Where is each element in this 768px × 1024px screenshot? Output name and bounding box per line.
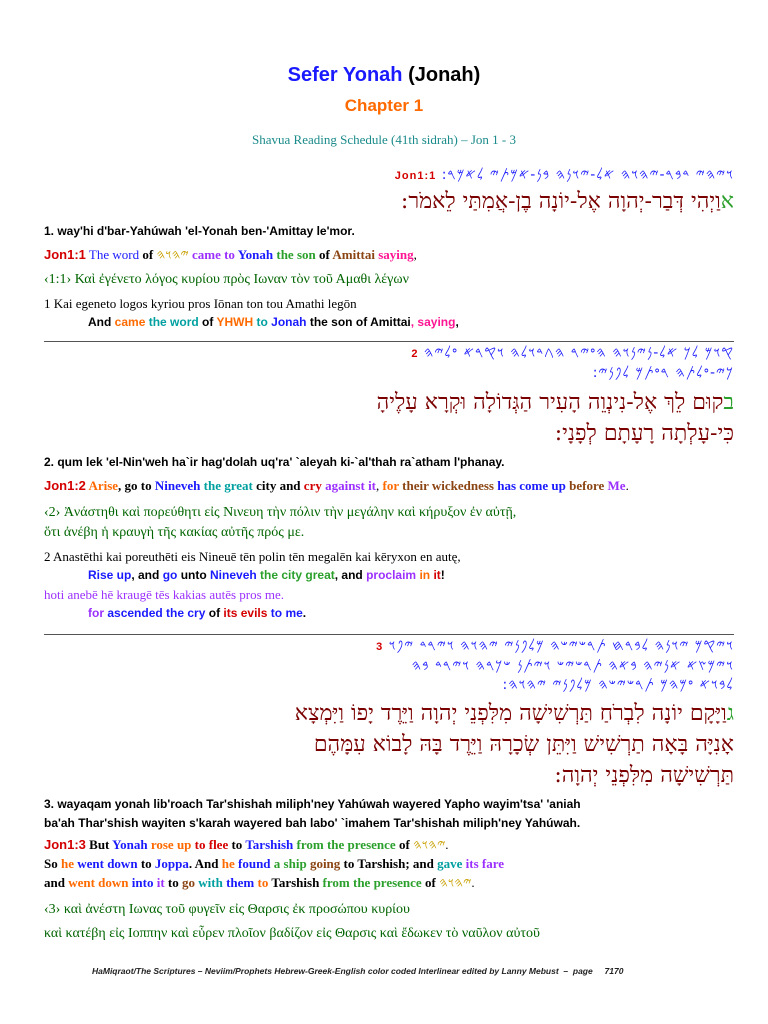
yhwh-word: 𐤉𐤄𐤅𐤄: [439, 875, 472, 890]
eng-word: the son: [273, 247, 316, 262]
english-translation: [44, 854, 734, 873]
hebrew-verse-number: א: [720, 189, 734, 214]
eng-word: city: [252, 478, 277, 493]
gloss-word: the city: [260, 568, 306, 582]
transliteration: [44, 222, 734, 241]
eng-word: it: [153, 875, 165, 890]
gloss-word: to: [256, 315, 272, 329]
page-number: 7170: [604, 966, 624, 976]
eng-word: .: [625, 478, 629, 493]
eng-word: to: [254, 875, 269, 890]
eng-word: Tarshish: [242, 837, 294, 852]
paleo-text: 𐤊𐤉-𐤏𐤋𐤕𐤄 𐤓𐤏𐤕𐤌 𐤋𐤐𐤍𐤉:: [592, 365, 734, 381]
gloss-word: ,: [455, 315, 459, 329]
gloss-word: in: [419, 568, 434, 582]
eng-word: he: [60, 856, 74, 871]
hebrew-text: וַיָּקָם יוֹנָה לִבְרֹחַ תַּרְשִׁישָׁה מִלִּפְנֵי יְהוָה וַיֵּרֶד יָפוֹ וַיִּמְצָא: [294, 701, 727, 726]
gloss-word: go: [162, 568, 181, 582]
paleo-hebrew-line: [44, 637, 734, 657]
gloss-word: the son: [309, 315, 356, 329]
eng-word: a ship: [270, 856, 307, 871]
eng-word: . And: [188, 856, 222, 871]
verse-tag: Jon1:1: [394, 170, 437, 182]
verse-3: [44, 637, 734, 944]
hebrew-line: [44, 387, 734, 418]
greek-text: καὶ κατέβη εἰς Ιοππην καὶ εὗρεν πλοῖον βαδίζον εἰς Θαρσις καὶ ἔδωκεν τὸ ναῦλον αὐτοῦ: [44, 926, 540, 941]
hebrew-verse-number: ב: [723, 390, 734, 415]
book-title-paren: (Jonah): [408, 64, 481, 86]
gloss-word: Nineveh: [210, 568, 261, 582]
eng-word: .: [445, 837, 449, 852]
gloss-word: Rise up: [88, 568, 132, 582]
hebrew-line: [44, 186, 734, 217]
paleo-hebrew-line: [44, 344, 734, 364]
book-title: [0, 64, 768, 87]
yhwh-word: 𐤉𐤄𐤅𐤄: [156, 247, 189, 262]
eng-word: of: [395, 837, 414, 852]
paleo-text: 𐤋𐤁𐤅𐤀 𐤏𐤌𐤄𐤌 𐤕𐤓𐤔𐤉𐤔𐤄 𐤌𐤋𐤐𐤍𐤉 𐤉𐤄𐤅𐤄:: [502, 677, 734, 693]
gloss-word: me: [285, 606, 303, 620]
yhwh-word: 𐤉𐤄𐤅𐤄: [413, 837, 446, 852]
gloss-word: of: [355, 315, 371, 329]
hebrew-line: [44, 729, 734, 760]
verse-divider: [44, 341, 734, 342]
eng-word: and: [44, 875, 69, 890]
gloss-line: [44, 566, 734, 585]
eng-word: to: [164, 875, 179, 890]
translit-text: 1. way'hi d'bar-Yahúwah 'el-Yonah ben-'Amittay le'mor.: [44, 224, 355, 238]
book-title-name: Sefer Yonah: [287, 64, 403, 86]
page-footer: [92, 966, 722, 976]
eng-word: came to: [188, 247, 235, 262]
eng-word: Yonah: [234, 247, 274, 262]
gloss-word: , and: [334, 568, 367, 582]
eng-word: , go to: [118, 478, 152, 493]
english-translation: [44, 873, 734, 892]
gloss-word: !: [440, 568, 445, 582]
eng-word: he: [221, 856, 235, 871]
eng-word: from the presence: [293, 837, 396, 852]
eng-word: from the presence: [319, 875, 422, 890]
gloss-word: Jonah: [271, 315, 310, 329]
footer-dash: –: [563, 966, 569, 976]
eng-word: to: [340, 856, 355, 871]
eng-word: into: [128, 875, 154, 890]
reading-schedule: Shavua Reading Schedule (41th sidrah) – Jon 1 - 3: [252, 132, 516, 147]
eng-word: them: [222, 875, 255, 890]
hebrew-line: [44, 418, 734, 449]
english-translation: [44, 476, 734, 495]
eng-word: cry: [300, 478, 322, 493]
paleo-text: 𐤅𐤉𐤌𐤑𐤀 𐤀𐤍𐤉𐤄 𐤁𐤀𐤄 𐤕𐤓𐤔𐤉𐤔 𐤅𐤉𐤕𐤍 𐤔𐤊𐤓𐤄 𐤅𐤉𐤓𐤃 𐤁𐤄: [411, 658, 734, 674]
gloss-word: , saying: [410, 315, 456, 329]
eng-word: ,: [376, 478, 380, 493]
eng-word: Joppa: [151, 856, 189, 871]
eng-word: rose up: [147, 837, 192, 852]
transliteration: [44, 795, 734, 814]
hebrew-text: קוּם לֵךְ אֶל-נִינְוֵה הָעִיר הַגְּדוֹלָה וּקְרָא עָלֶיהָ: [376, 390, 724, 415]
verse-divider: [44, 634, 734, 635]
hebrew-text: אָנִיָּה בָּאָה תַרְשִׁישׁ וַיִּתֵּן שְׂכָרָהּ וַיֵּרֶד בָּהּ לָבוֹא עִמָּהֶם: [313, 732, 734, 757]
gloss-line: [44, 313, 734, 332]
greek-text: ‹1:1› Καὶ ἐγένετο λόγος κυρίου πρὸς Ιωναν τὸν τοῦ Αμαθι λέγων: [44, 272, 409, 287]
eng-word: found: [234, 856, 271, 871]
gloss-line: [44, 604, 734, 623]
eng-word: and: [276, 478, 301, 493]
paleo-text: 𐤅𐤉𐤒𐤌 𐤉𐤅𐤍𐤄 𐤋𐤁𐤓𐤇 𐤕𐤓𐤔𐤉𐤔𐤄 𐤌𐤋𐤐𐤍𐤉 𐤉𐤄𐤅𐤄 𐤅𐤉𐤓𐤃 𐤉𐤐𐤅: [388, 638, 734, 654]
paleo-text: 𐤒𐤅𐤌 𐤋𐤊 𐤀𐤋-𐤍𐤉𐤍𐤅𐤄 𐤄𐤏𐤉𐤓 𐤄𐤂𐤃𐤅𐤋𐤄 𐤅𐤒𐤓𐤀 𐤏𐤋𐤉𐤄: [423, 345, 734, 361]
gloss-word: proclaim: [366, 568, 420, 582]
eng-word: ,: [413, 247, 417, 262]
verse-ref: Jon1:2: [44, 478, 86, 493]
eng-word: saying: [374, 247, 414, 262]
eng-word: .: [471, 875, 475, 890]
eng-word: Tarshish: [268, 875, 320, 890]
greek-text: ‹3› καὶ ἀνέστη Ιωνας τοῦ φυγεῖν εἰς Θαρσις ἐκ προσώπου κυρίου: [44, 902, 410, 917]
eng-word: its fare: [462, 856, 505, 871]
gloss-word: .: [302, 606, 307, 620]
gloss-word: its evils: [223, 606, 271, 620]
gloss-word: for: [88, 606, 108, 620]
footer-text: HaMiqraot/The Scriptures – Neviim/Prophets Hebrew-Greek-English color coded Interlinear edited by Lanny Mebust: [92, 966, 559, 976]
eng-word: with: [195, 875, 223, 890]
eng-word: to flee: [191, 837, 229, 852]
eng-word: went down: [68, 875, 129, 890]
gloss-word: to: [270, 606, 286, 620]
eng-word: before: [565, 478, 605, 493]
verse-number: 2: [411, 348, 419, 360]
hebrew-text: כִּי-עָלְתָה רָעָתָם לְפָנָי:: [554, 421, 734, 446]
greek-transliteration: [44, 294, 734, 313]
gloss-word: the cry: [166, 606, 209, 620]
eng-word: of: [139, 247, 157, 262]
transliteration: [44, 814, 734, 833]
gloss-word: came: [114, 315, 149, 329]
eng-word: Arise: [85, 478, 119, 493]
eng-word: against it: [321, 478, 377, 493]
eng-word: So: [44, 856, 61, 871]
paleo-hebrew-line: [44, 166, 734, 186]
page-label: page: [572, 966, 593, 976]
verse-number: 3: [376, 641, 384, 653]
eng-word: ; and: [405, 856, 434, 871]
eng-word: gave: [433, 856, 463, 871]
eng-word: the great: [200, 478, 253, 493]
translit-text: 3. wayaqam yonah lib'roach Tar'shishah miliph'ney Yahúwah wayered Yapho wayim'tsa' 'aniah: [44, 797, 581, 811]
english-translation: [44, 245, 734, 264]
eng-word: But: [85, 837, 110, 852]
translit-text: ba'ah Thar'shish wayiten s'karah wayered bah labo' `imahem Tar'shishah miliph'ney Yahúwah.: [44, 816, 581, 830]
gloss-word: of: [208, 606, 224, 620]
verse-1: [44, 166, 734, 332]
greek-translit-text: 2 Anastēthi kai poreuthēti eis Nineuē tēn polin tēn megalēn kai kēryxon en autę,: [44, 549, 461, 564]
transliteration: [44, 453, 734, 472]
hebrew-line: [44, 760, 734, 791]
eng-word: Tarshish: [354, 856, 406, 871]
eng-word: went down: [73, 856, 138, 871]
gloss-word: ascended: [107, 606, 167, 620]
paleo-hebrew-line: [44, 364, 734, 383]
eng-word: for: [379, 478, 399, 493]
hebrew-text: וַיְהִי דְּבַר-יְהוָה אֶל-יוֹנָה בֶן-אֲמִתַּי לֵאמֹר:: [400, 189, 721, 214]
verse-ref: Jon1:3: [44, 837, 86, 852]
eng-word: has come up: [494, 478, 566, 493]
gloss-word: great: [305, 568, 335, 582]
hebrew-text: תַּרְשִׁישָׁה מִלִּפְנֵי יְהוָה:: [554, 763, 734, 788]
translit-text: 2. qum lek 'el-Nin'weh ha`ir hag'dolah uq'ra' `aleyah ki-`al'thah ra`atham l'phanay.: [44, 455, 505, 469]
greek-translit-text: hoti anebē hē kraugē tēs kakias autēs pros me.: [44, 587, 285, 602]
gloss-word: the word: [148, 315, 203, 329]
gloss-word: it: [433, 568, 441, 582]
gloss-word: , and: [131, 568, 163, 582]
eng-word: The word: [85, 247, 140, 262]
chapter-heading: Chapter 1: [344, 96, 424, 115]
gloss-word: of: [202, 315, 217, 329]
greek-text: ὅτι ἀνέβη ἡ κραυγὴ τῆς κακίας αὐτῆς πρός με.: [44, 525, 305, 540]
eng-word: their wickedness: [398, 478, 494, 493]
verse-2: [44, 344, 734, 623]
eng-word: of: [421, 875, 440, 890]
eng-word: of: [315, 247, 330, 262]
greek-translit-text: 1 Kai egeneto logos kyriou pros Iōnan ton tou Amathi legōn: [44, 296, 357, 311]
english-translation: [44, 835, 734, 854]
gloss-word: And: [88, 315, 115, 329]
verse-ref: Jon1:1: [44, 247, 86, 262]
eng-word: going: [306, 856, 341, 871]
eng-word: go: [178, 875, 196, 890]
greek-text: ‹2› Ἀνάστηθι καὶ πορεύθητι εἰς Νινευη τὴν πόλιν τὴν μεγάλην καὶ κήρυξον ἐν αὐτῇ,: [44, 505, 517, 520]
eng-word: Amittai: [329, 247, 375, 262]
greek-transliteration: [44, 585, 734, 604]
hebrew-line: [44, 698, 734, 729]
eng-word: to: [228, 837, 243, 852]
eng-word: to: [137, 856, 152, 871]
paleo-hebrew-line: [44, 657, 734, 676]
gloss-word: YHWH: [216, 315, 257, 329]
gloss-word: unto: [180, 568, 211, 582]
paleo-hebrew-line: [44, 676, 734, 695]
paleo-text: 𐤅𐤉𐤄𐤉 𐤃𐤁𐤓-𐤉𐤄𐤅𐤄 𐤀𐤋-𐤉𐤅𐤍𐤄 𐤁𐤍-𐤀𐤌𐤕𐤉 𐤋𐤀𐤌𐤓:: [441, 167, 734, 183]
gloss-word: Amittai: [370, 315, 411, 329]
eng-word: Me: [604, 478, 626, 493]
eng-word: Yonah: [109, 837, 148, 852]
eng-word: Nineveh: [151, 478, 201, 493]
greek-transliteration: [44, 547, 734, 566]
hebrew-verse-number: ג: [726, 701, 734, 726]
